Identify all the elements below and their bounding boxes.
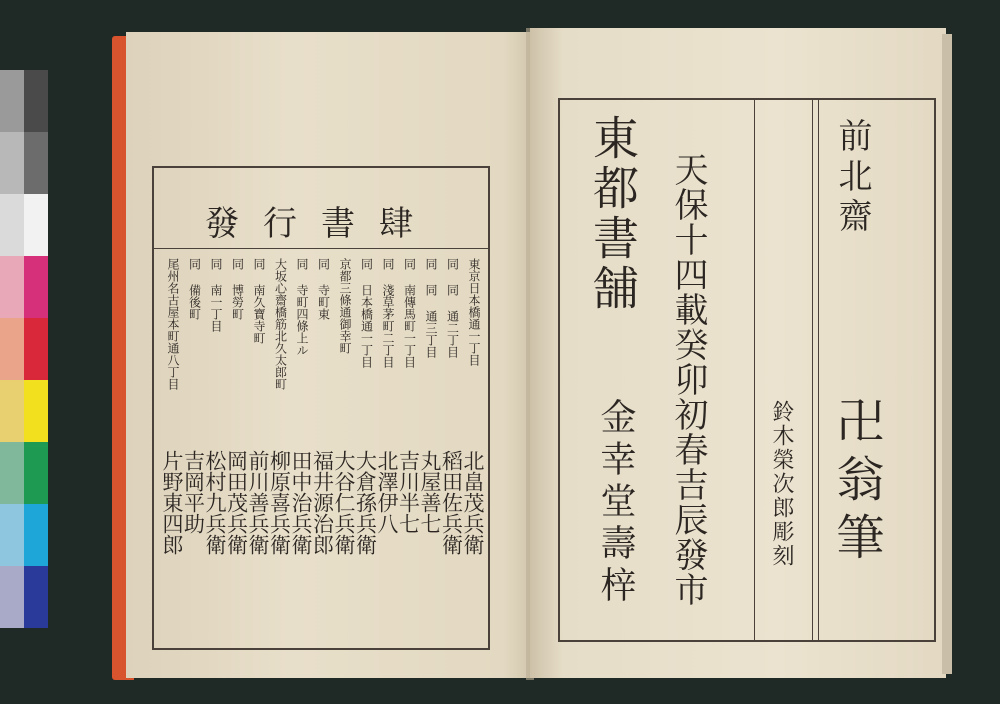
column-rule <box>818 100 819 640</box>
publisher-entry: 吉岡平助 <box>181 450 206 534</box>
publisher-entry: 田中治兵衛 <box>289 450 313 555</box>
publisher-name: 金幸堂壽梓 <box>595 398 636 608</box>
color-swatch <box>24 70 48 132</box>
publisher-entry: 稻田佐兵衛 <box>439 450 464 555</box>
address-entry: 同 南一丁目 <box>209 258 223 332</box>
color-checker <box>0 70 48 630</box>
publisher-entry: 柳原喜兵衛 <box>267 450 292 555</box>
address-entry: 同 同 通三丁目 <box>424 258 438 358</box>
address-entry: 同 南久寶寺町 <box>252 258 266 344</box>
color-swatch <box>24 442 48 504</box>
color-swatch <box>0 566 24 628</box>
column-rule <box>754 100 755 640</box>
color-swatch <box>24 504 48 566</box>
address-entry: 同 同 通二丁目 <box>445 258 460 358</box>
publication-date: 天保十四載癸卯初春吉辰發市 <box>668 152 708 607</box>
color-swatch <box>0 380 24 442</box>
address-entry: 同 南傳馬町一丁目 <box>402 258 417 368</box>
color-swatch <box>0 442 24 504</box>
publisher-entry: 丸屋善七 <box>418 450 442 534</box>
color-swatch <box>0 194 24 256</box>
engraver-credit: 鈴木榮次郎彫刻 <box>769 400 794 568</box>
color-swatch <box>24 380 48 442</box>
open-book <box>112 28 952 680</box>
address-entry: 京都三條通御幸町 <box>338 258 352 354</box>
artist-signature: 卍翁筆 <box>828 396 884 570</box>
publisher-entry: 岡田茂兵衛 <box>224 450 249 555</box>
publisher-list-frame <box>152 166 490 650</box>
divider <box>154 248 488 249</box>
page-block-edge <box>942 34 952 674</box>
color-swatch <box>0 504 24 566</box>
column-rule <box>812 100 813 640</box>
publisher-entry: 松村九兵衛 <box>203 450 227 555</box>
color-swatch <box>0 132 24 194</box>
address-entry: 同 備後町 <box>187 258 202 320</box>
publisher-entry: 北澤伊八 <box>375 450 399 534</box>
color-swatch <box>24 318 48 380</box>
color-swatch <box>0 70 24 132</box>
color-swatch <box>24 194 48 256</box>
publisher-entry: 片野東四郎 <box>160 450 184 555</box>
color-swatch <box>24 566 48 628</box>
color-swatch <box>0 256 24 318</box>
address-entry: 同 寺町四條上ル <box>295 258 309 356</box>
address-entry: 同 日本橋通一丁目 <box>359 258 374 368</box>
color-swatch <box>24 256 48 318</box>
publisher-entry: 前川善兵衛 <box>246 450 270 555</box>
publisher-entry: 北畠茂兵衛 <box>461 450 485 555</box>
address-entry: 同 寺町東 <box>316 258 331 320</box>
publisher-entry: 吉川半七 <box>396 450 421 534</box>
color-swatch <box>0 318 24 380</box>
address-entry: 同 博勞町 <box>230 258 245 320</box>
colophon-frame <box>558 98 936 642</box>
address-entry: 尾州名古屋本町通八丁目 <box>166 258 180 390</box>
address-entry: 同 淺草茅町二丁目 <box>381 258 395 368</box>
publisher-entry: 大倉孫兵衛 <box>353 450 378 555</box>
artist-name: 前北齋 <box>832 118 872 238</box>
city-bookshop-label: 東都書舗 <box>586 114 640 314</box>
publishers-heading: 發行書肆 <box>205 204 437 244</box>
publisher-entry: 福井源治郎 <box>310 450 335 555</box>
left-page <box>126 32 536 678</box>
color-swatch <box>24 132 48 194</box>
publisher-entry: 大谷仁兵衛 <box>332 450 356 555</box>
right-page <box>530 28 946 678</box>
address-entry: 東京日本橋通一丁目 <box>467 258 481 366</box>
address-entry: 大坂心齋橋筋北久太郎町 <box>273 258 288 390</box>
